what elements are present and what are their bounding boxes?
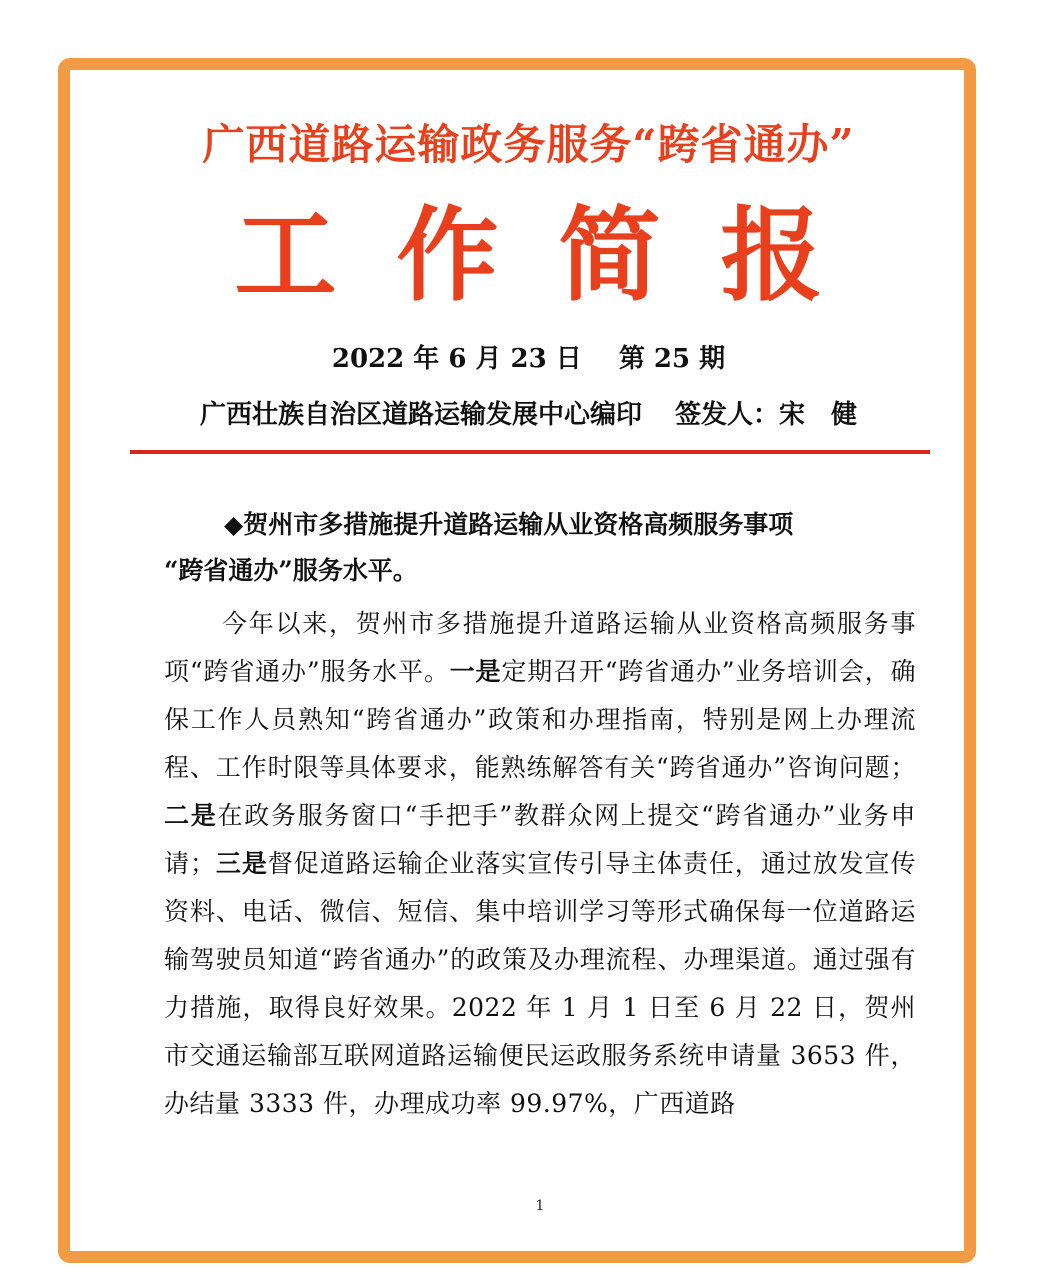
article [164, 502, 916, 1128]
point-marker: 三是 [215, 849, 268, 878]
body-segment: 定期召开“跨省通办”业务培训会，确保工作人员熟知“跨省通办”政策和办理指南，特别是网上办理流程、工作时限等具体要求，能熟练解答有关“跨省通办”咨询问题； [164, 657, 916, 782]
publisher-info [0, 394, 1057, 431]
body-segment: 今年以来，贺州市多措施提升道路运输从业资格高频服务事项“跨省通办”服务水平。 [164, 609, 916, 686]
article-heading-line2: “跨省通办”服务水平。 [164, 556, 418, 585]
issue-date: 2022 年 6 月 23 日 [331, 344, 582, 374]
bulletin-title: 工作简报 [234, 196, 883, 316]
issue-info [0, 338, 1057, 375]
body-segment: 在政务服务窗口“手把手”教群众网上提交“跨省通办”业务申请； [164, 801, 916, 878]
publisher-name: 广西壮族自治区道路运输发展中心编印 [199, 400, 642, 430]
signer: 签发人：宋 健 [675, 400, 858, 430]
bulletin-subtitle: 广西道路运输政务服务“跨省通办” [202, 120, 855, 169]
article-heading [164, 502, 916, 594]
point-marker: 二是 [164, 801, 218, 830]
header-divider [130, 450, 930, 454]
article-heading-line1: ◆贺州市多措施提升道路运输从业资格高频服务事项 [224, 510, 794, 539]
page-number: 1 [535, 1198, 545, 1214]
body-segment: 督促道路运输企业落实宣传引导主体责任，通过放发宣传资料、电话、微信、短信、集中培训学习等形式确保每一位道路运输驾驶员知道“跨省通办”的政策及办理流程、办理渠道。通过强有力措施，取得良好效果。2022 年 1 月 1 日至 6 月 22 日，贺州市交通运输部互联网道路运输便民运政服务系统申请量 3653 件，办结量 3333 件，办理成功率 99.97%，广西道路 [164, 849, 916, 1118]
point-marker: 一是 [449, 657, 502, 686]
issue-number: 第 25 期 [618, 344, 726, 374]
article-body [164, 600, 916, 1128]
